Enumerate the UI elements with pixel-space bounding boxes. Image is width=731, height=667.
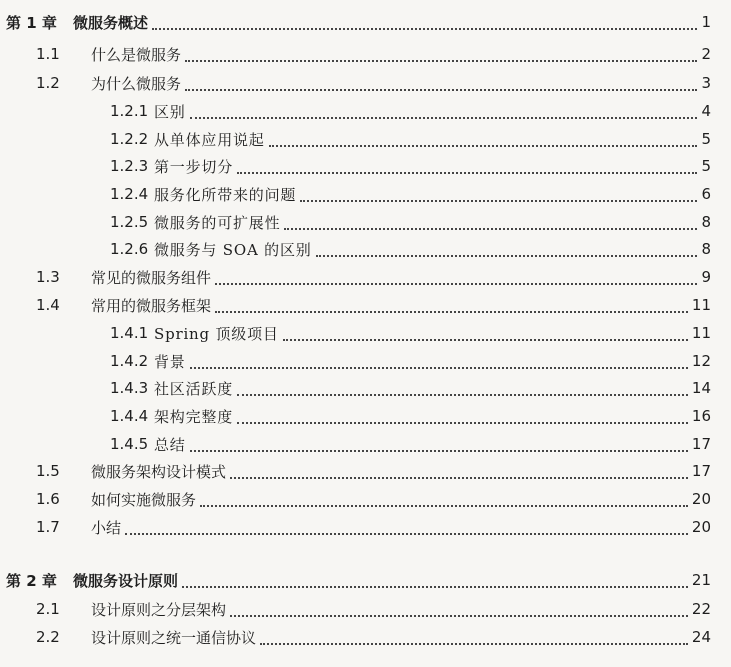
dot-leader (316, 231, 698, 257)
dot-leader (190, 343, 688, 369)
dot-leader (230, 591, 688, 617)
dot-leader (185, 65, 697, 91)
dot-leader (237, 370, 688, 396)
toc-entry-number: 1.4.3 (110, 379, 149, 397)
toc-entry-title: 常见的微服务组件 (91, 268, 212, 287)
toc-entry-number: 2.2 (36, 628, 60, 646)
toc-entry-number: 1.4.2 (110, 352, 149, 370)
dot-leader (260, 619, 688, 645)
toc-entry-page-number: 16 (691, 407, 711, 425)
toc-entry-number: 1.2.6 (110, 240, 149, 258)
toc-entry-number: 1.5 (36, 462, 60, 480)
toc-entry-page-number: 5 (701, 157, 711, 175)
toc-entry-page-number: 20 (691, 518, 711, 536)
toc-entry-title: Spring 顶级项目 (154, 324, 279, 343)
toc-entry-number: 1.7 (36, 518, 60, 536)
toc-entry-page-number: 14 (691, 379, 711, 397)
toc-entry-number: 1.1 (36, 45, 60, 63)
toc-entry-title: 服务化所带来的问题 (154, 185, 297, 204)
dot-leader (237, 148, 697, 174)
toc-entry-title: 设计原则之分层架构 (91, 600, 227, 619)
toc-entry-title: 为什么微服务 (91, 74, 182, 93)
toc-entry (110, 404, 711, 428)
dot-leader (283, 315, 688, 341)
toc-entry-number: 2.1 (36, 600, 60, 618)
toc-entry (110, 237, 711, 261)
toc-entry (36, 487, 711, 511)
toc-entry (36, 515, 711, 539)
dot-leader (185, 36, 697, 62)
toc-entry-number: 1.2.4 (110, 185, 149, 203)
toc-entry (36, 625, 711, 649)
toc-entry-number: 1.3 (36, 268, 60, 286)
toc-entry-title: 第一步切分 (154, 157, 234, 176)
toc-entry-number: 1.2.3 (110, 157, 149, 175)
toc-entry-number: 1.2 (36, 74, 60, 92)
toc-entry (110, 376, 711, 400)
dot-leader (284, 204, 697, 230)
dot-leader (215, 287, 688, 313)
toc-entry (36, 597, 711, 621)
dot-leader (269, 121, 698, 147)
toc-entry (110, 182, 711, 206)
toc-entry-page-number: 4 (701, 102, 711, 120)
dot-leader (182, 562, 688, 588)
toc-entry-page-number: 11 (691, 324, 711, 342)
toc-entry (36, 459, 711, 483)
toc-entry-number: 1.2.2 (110, 130, 149, 148)
toc-entry-title: 小结 (91, 518, 122, 537)
toc-entry-page-number: 3 (701, 74, 711, 92)
toc-entry-number: 1.4.4 (110, 407, 149, 425)
toc-entry-title: 什么是微服务 (91, 45, 182, 64)
toc-entry-page-number: 8 (701, 213, 711, 231)
toc-entry-title: 区别 (154, 102, 186, 121)
toc-entry-page-number: 9 (701, 268, 711, 286)
toc-entry-number: 1.4.1 (110, 324, 149, 342)
toc-entry-page-number: 11 (691, 296, 711, 314)
toc-entry-page-number: 1 (701, 13, 711, 31)
dot-leader (237, 398, 688, 424)
dot-leader (215, 259, 697, 285)
toc-entry-page-number: 5 (701, 130, 711, 148)
toc-entry-title: 总结 (154, 435, 186, 454)
toc-entry (36, 42, 711, 66)
dot-leader (125, 509, 688, 535)
toc-entry-title: 微服务与 SOA 的区别 (154, 240, 312, 259)
toc-entry-title: 从单体应用说起 (154, 130, 265, 149)
toc-entry-number: 1.2.5 (110, 213, 149, 231)
toc-entry (6, 568, 711, 592)
dot-leader (190, 93, 698, 119)
toc-entry (36, 293, 711, 317)
toc-entry (110, 154, 711, 178)
dot-leader (300, 176, 697, 202)
toc-entry-page-number: 17 (691, 435, 711, 453)
dot-leader (230, 453, 688, 479)
toc-entry-number: 1.6 (36, 490, 60, 508)
toc-entry-title: 微服务架构设计模式 (91, 462, 227, 481)
dot-leader (152, 4, 697, 30)
toc-entry-number: 1.4 (36, 296, 60, 314)
toc-entry-title: 微服务的可扩展性 (154, 213, 281, 232)
toc-entry-page-number: 2 (701, 45, 711, 63)
toc-entry-title: 设计原则之统一通信协议 (91, 628, 257, 647)
toc-entry-number: 第 2 章 (6, 571, 57, 590)
toc-entry (36, 71, 711, 95)
toc-entry-title: 架构完整度 (154, 407, 234, 426)
toc-entry-page-number: 6 (701, 185, 711, 203)
toc-entry-page-number: 24 (691, 628, 711, 646)
toc-entry (110, 99, 711, 123)
toc-entry-page-number: 21 (691, 571, 711, 589)
toc-entry-title: 背景 (154, 352, 186, 371)
toc-entry (36, 265, 711, 289)
toc-entry-number: 1.2.1 (110, 102, 149, 120)
toc-entry-page-number: 12 (691, 352, 711, 370)
toc-entry-page-number: 17 (691, 462, 711, 480)
toc-entry-page-number: 20 (691, 490, 711, 508)
toc-entry-title: 微服务概述 (73, 13, 149, 32)
toc-entry-title: 常用的微服务框架 (91, 296, 212, 315)
toc-entry-title: 微服务设计原则 (73, 571, 179, 590)
toc-entry-number: 1.4.5 (110, 435, 149, 453)
toc-entry (6, 10, 711, 34)
toc-entry-page-number: 22 (691, 600, 711, 618)
toc-entry-title: 社区活跃度 (154, 379, 234, 398)
dot-leader (200, 481, 688, 507)
toc-entry-title: 如何实施微服务 (91, 490, 197, 509)
dot-leader (190, 426, 688, 452)
toc-entry (110, 321, 711, 345)
toc-entry-page-number: 8 (701, 240, 711, 258)
toc-entry-number: 第 1 章 (6, 13, 57, 32)
